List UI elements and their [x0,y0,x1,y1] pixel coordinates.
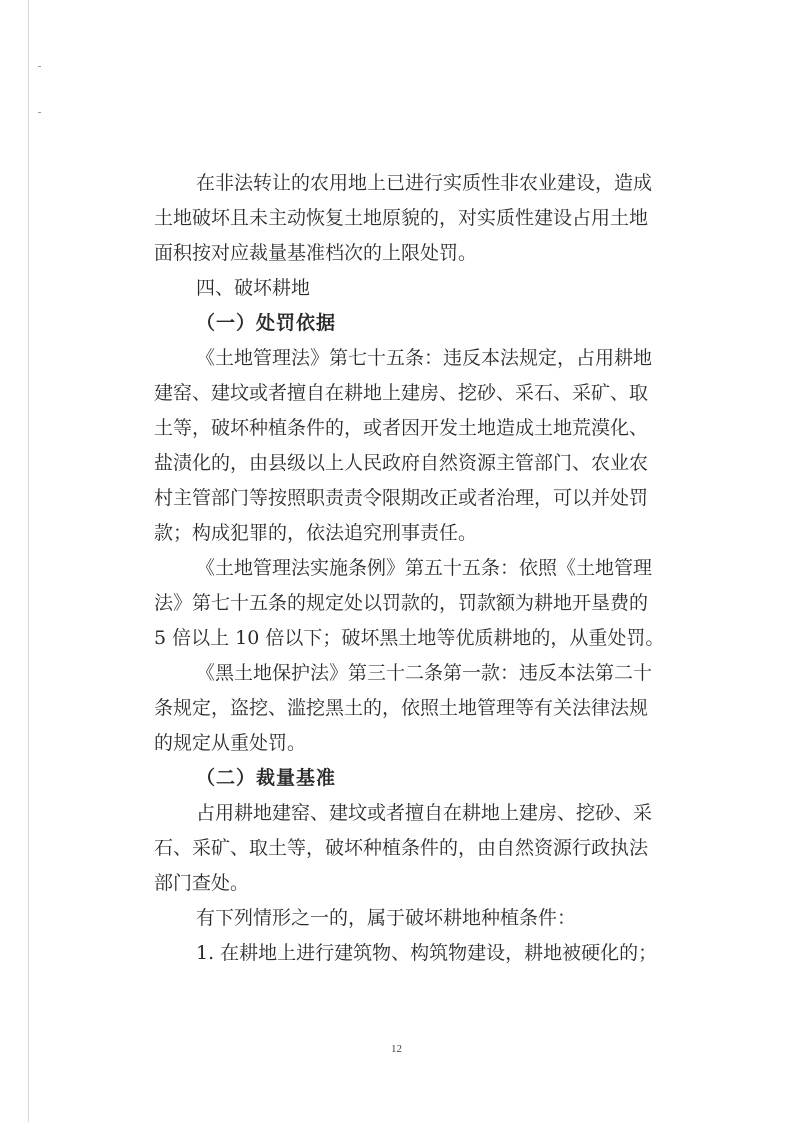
law-line: 盐渍化的，由县级以上人民政府自然资源主管部门、农业农 [154,452,649,474]
standard-line: 部门查处。 [154,872,250,894]
law-line: 条规定，盗挖、滥挖黑土的，依照土地管理等有关法律法规 [154,697,649,719]
law-line: 村主管部门等按照职责责令限期改正或者治理，可以并处罚 [154,487,649,509]
list-item: 1. 在耕地上进行建筑物、构筑物建设，耕地被硬化的； [196,942,658,964]
law-line: 建窑、建坟或者擅自在耕地上建房、挖砂、采石、采矿、取 [154,382,649,404]
standard-line: 石、采矿、取土等，破坏种植条件的，由自然资源行政执法 [154,837,649,859]
law-line: 《土地管理法》第七十五条：违反本法规定，占用耕地 [196,347,653,369]
scan-mark [38,112,41,113]
law-line: 《黑土地保护法》第三十二条第一款：违反本法第二十 [196,662,653,684]
law-line: 5 倍以上 10 倍以下；破坏黑土地等优质耕地的，从重处罚。 [154,627,665,649]
subsection-heading: （二）裁量基准 [196,767,337,789]
document-body [154,166,665,971]
law-line: 土等，破坏种植条件的，或者因开发土地造成土地荒漠化、 [154,417,649,439]
law-line: 款；构成犯罪的，依法追究刑事责任。 [154,522,478,544]
paragraph-line: 面积按对应裁量基准档次的上限处罚。 [154,242,478,264]
paragraph-line: 土地破坏且未主动恢复土地原貌的，对实质性建设占用土地 [154,207,649,229]
subsection-heading: （一）处罚依据 [196,312,337,334]
law-line: 《土地管理法实施条例》第五十五条：依照《土地管理 [196,557,653,579]
standard-line: 占用耕地建窑、建坟或者擅自在耕地上建房、挖砂、采 [196,802,653,824]
law-line: 的规定从重处罚。 [154,732,307,754]
scan-mark [38,66,41,67]
paragraph-line: 在非法转让的农用地上已进行实质性非农业建设，造成 [196,172,653,194]
law-line: 法》第七十五条的规定处以罚款的，罚款额为耕地开垦费的 [154,592,649,614]
intro-line: 有下列情形之一的，属于破坏耕地种植条件： [196,907,577,929]
section-heading: 四、破坏耕地 [196,277,311,299]
page-number: 12 [391,1043,402,1055]
scan-edge-line [28,0,29,1122]
